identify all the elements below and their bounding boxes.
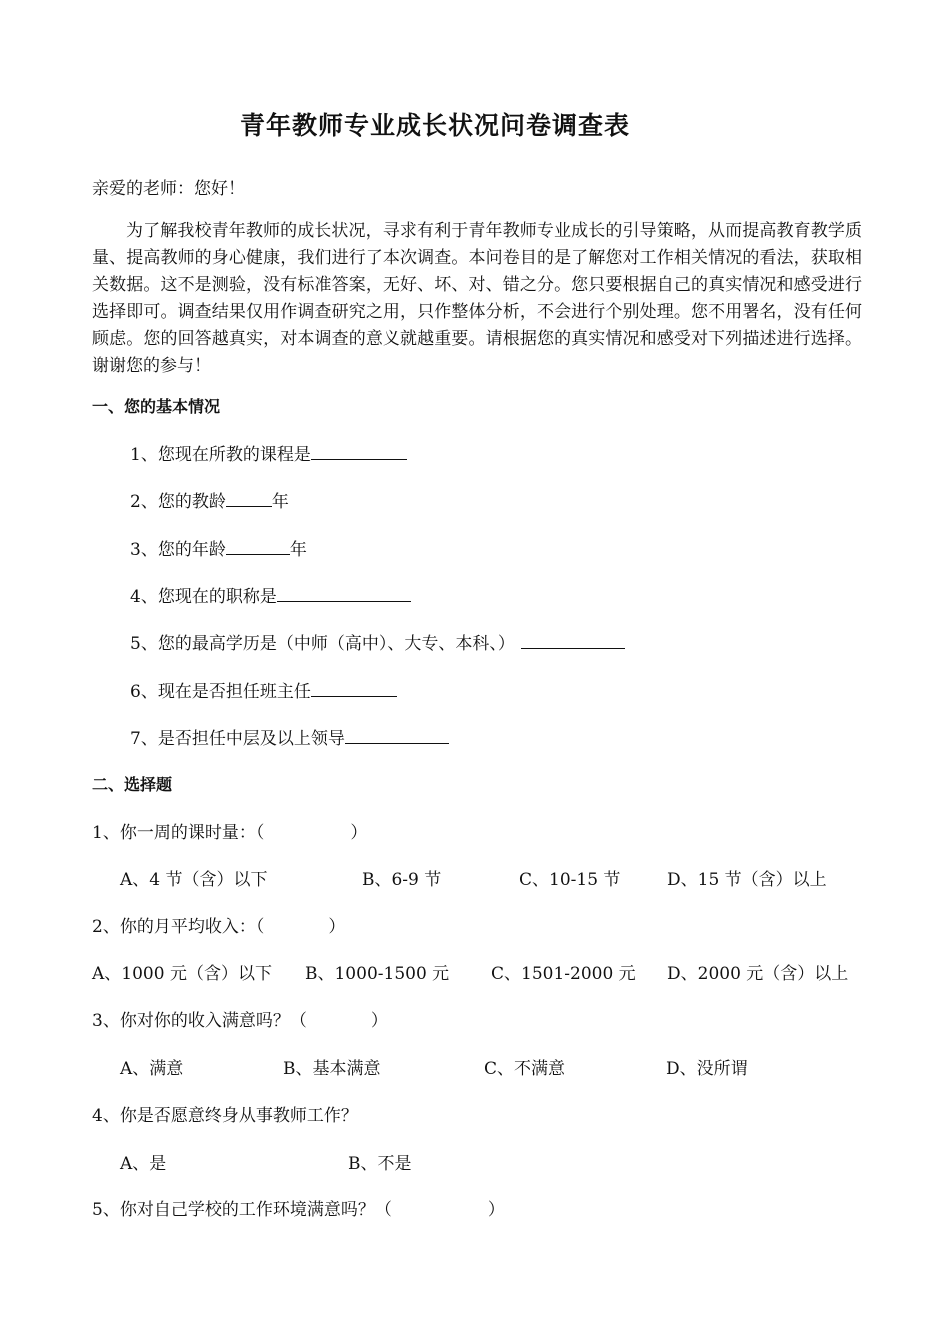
basic-item-1 [130,440,407,465]
item-label: 5、您的最高学历是（中师（高中）、大专、本科、） [130,634,515,654]
answer-blank[interactable] [311,443,407,460]
q1-option-c[interactable]: C、10-15 节 [519,870,621,890]
item-label: 3、您的年龄 [130,540,226,560]
close-paren: ） [487,1200,505,1220]
basic-item-2 [130,487,289,512]
q3-option-b[interactable]: B、基本满意 [283,1059,381,1079]
question-text: 1、你一周的课时量：（ [92,823,265,843]
q2-option-a[interactable]: A、1000 元（含）以下 [92,964,272,984]
item-label: 4、您现在的职称是 [130,587,277,607]
question-text: 4、你是否愿意终身从事教师工作？ [92,1106,358,1126]
basic-item-4 [130,582,411,607]
answer-blank[interactable] [311,680,397,697]
q2-option-c[interactable]: C、1501-2000 元 [491,964,636,984]
q2-option-b[interactable]: B、1000-1500 元 [305,964,450,984]
answer-blank[interactable] [226,538,290,555]
basic-item-5 [130,629,625,654]
q3-option-c[interactable]: C、不满意 [484,1059,566,1079]
item-label: 1、您现在所教的课程是 [130,445,311,465]
q2-option-d[interactable]: D、2000 元（含）以上 [667,964,849,984]
question-3 [92,1006,388,1031]
item-label: 6、现在是否担任班主任 [130,682,311,702]
question-text: 5、你对自己学校的工作环境满意吗？（ [92,1200,392,1220]
answer-blank[interactable] [226,490,272,507]
question-5 [92,1195,505,1220]
close-paren: ） [370,1011,388,1031]
question-4 [92,1101,358,1126]
question-1 [92,818,367,843]
answer-blank[interactable] [277,585,411,602]
unit-label: 年 [289,540,307,560]
q1-option-a[interactable]: A、4 节（含）以下 [120,870,268,890]
intro-paragraph: 为了解我校青年教师的成长状况，寻求有利于青年教师专业成长的引导策略，从而提高教育教学质量、提高教师的身心健康，我们进行了本次调查。本问卷目的是了解您对工作相关情况的看法，获取相关数据。这不是测验，没有标准答案，无好、坏、对、错之分。您只要根据自己的真实情况和感受进行选择即可。调查结果仅用作调查研究之用，只作整体分析，不会进行个别处理。您不用署名，没有任何顾虑。您的回答越真实，对本调查的意义就越重要。请根据您的真实情况和感受对下列描述进行选择。谢谢您的参与！ [92,221,862,376]
question-2 [92,912,345,937]
q4-option-b[interactable]: B、不是 [348,1154,412,1174]
question-text: 3、你对你的收入满意吗？（ [92,1011,307,1031]
answer-blank[interactable] [345,727,449,744]
section1-heading: 一、您的基本情况 [92,397,221,416]
q1-option-d[interactable]: D、15 节（含）以上 [667,870,827,890]
unit-label: 年 [271,492,289,512]
q3-option-d[interactable]: D、没所谓 [666,1059,748,1079]
greeting: 亲爱的老师：您好！ [92,179,245,199]
answer-blank[interactable] [521,632,625,649]
q4-option-a[interactable]: A、是 [120,1154,167,1174]
item-label: 7、是否担任中层及以上领导 [130,729,345,749]
basic-item-7 [130,724,449,749]
close-paren: ） [350,823,368,843]
q1-option-b[interactable]: B、6-9 节 [362,870,442,890]
q3-option-a[interactable]: A、满意 [120,1059,184,1079]
section2-heading: 二、选择题 [92,775,173,794]
question-text: 2、你的月平均收入：（ [92,917,265,937]
basic-item-3 [130,535,307,560]
page-title: 青年教师专业成长状况问卷调查表 [239,111,630,140]
close-paren: ） [328,917,346,937]
item-label: 2、您的教龄 [130,492,226,512]
basic-item-6 [130,677,397,702]
